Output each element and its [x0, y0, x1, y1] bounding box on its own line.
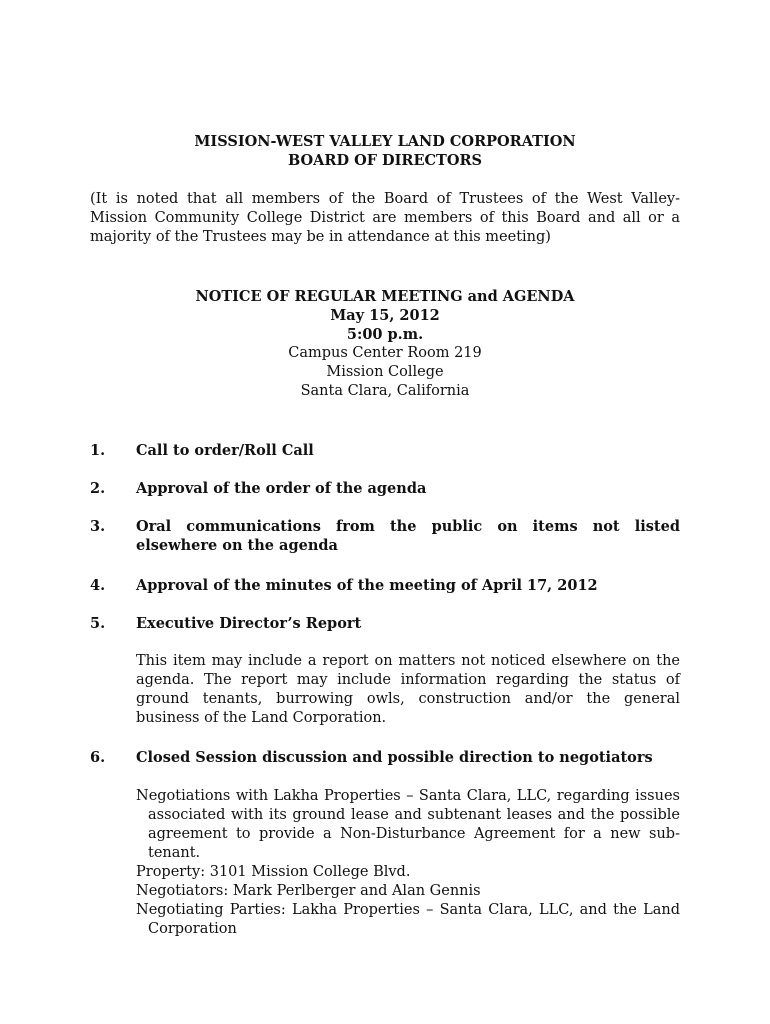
- agenda-item-text: Call to order/Roll Call: [136, 442, 314, 459]
- executive-report-detail: This item may include a report on matters not noticed elsewhere on the agenda. The report may include information regarding the status of ground tenants, burrowing owls, construction and/or the general business of the Land Corporation.: [136, 653, 680, 726]
- agenda-item-text: Approval of the minutes of the meeting of April 17, 2012: [136, 577, 598, 594]
- meeting-room: Campus Center Room 219: [288, 345, 482, 361]
- negotiators-line: Negotiators: Mark Perlberger and Alan Gennis: [136, 883, 481, 899]
- agenda-item-number: 6.: [90, 749, 106, 766]
- meeting-college: Mission College: [326, 364, 444, 380]
- agenda-item-text: Oral communications from the public on items not listed elsewhere on the agenda: [136, 518, 680, 554]
- meeting-notice: [0, 287, 770, 401]
- organization-name: MISSION-WEST VALLEY LAND CORPORATION: [194, 133, 576, 150]
- board-name: BOARD OF DIRECTORS: [288, 152, 482, 169]
- agenda-item-text: Executive Director’s Report: [136, 615, 362, 632]
- agenda-item-number: 4.: [90, 577, 106, 594]
- document-header: [0, 132, 770, 170]
- closed-session-detail: [136, 787, 680, 939]
- negotiations-description: Negotiations with Lakha Properties – Santa Clara, LLC, regarding issues associated with its ground lease and subtenant leases and the possible agreement to provide a Non-Disturbance Agreement for a new sub-tenant.: [136, 788, 680, 861]
- agenda-item-number: 1.: [90, 442, 106, 459]
- property-line: Property: 3101 Mission College Blvd.: [136, 864, 411, 880]
- agenda-item-text: Closed Session discussion and possible direction to negotiators: [136, 749, 653, 766]
- agenda-item-number: 3.: [90, 518, 106, 535]
- agenda-item-text: Approval of the order of the agenda: [136, 480, 427, 497]
- notice-title: NOTICE OF REGULAR MEETING and AGENDA: [195, 288, 575, 305]
- meeting-city: Santa Clara, California: [300, 383, 470, 399]
- meeting-date: May 15, 2012: [330, 307, 440, 324]
- meeting-time: 5:00 p.m.: [346, 326, 424, 343]
- agenda-item-number: 5.: [90, 615, 106, 632]
- negotiating-parties-line: Negotiating Parties: Lakha Properties – Santa Clara, LLC, and the Land Corporation: [136, 902, 680, 937]
- trustees-note: (It is noted that all members of the Board of Trustees of the West Valley-Mission Community College District are members of this Board and all or a majority of the Trustees may be in attendance at this meeting): [90, 191, 680, 245]
- agenda-item-number: 2.: [90, 480, 106, 497]
